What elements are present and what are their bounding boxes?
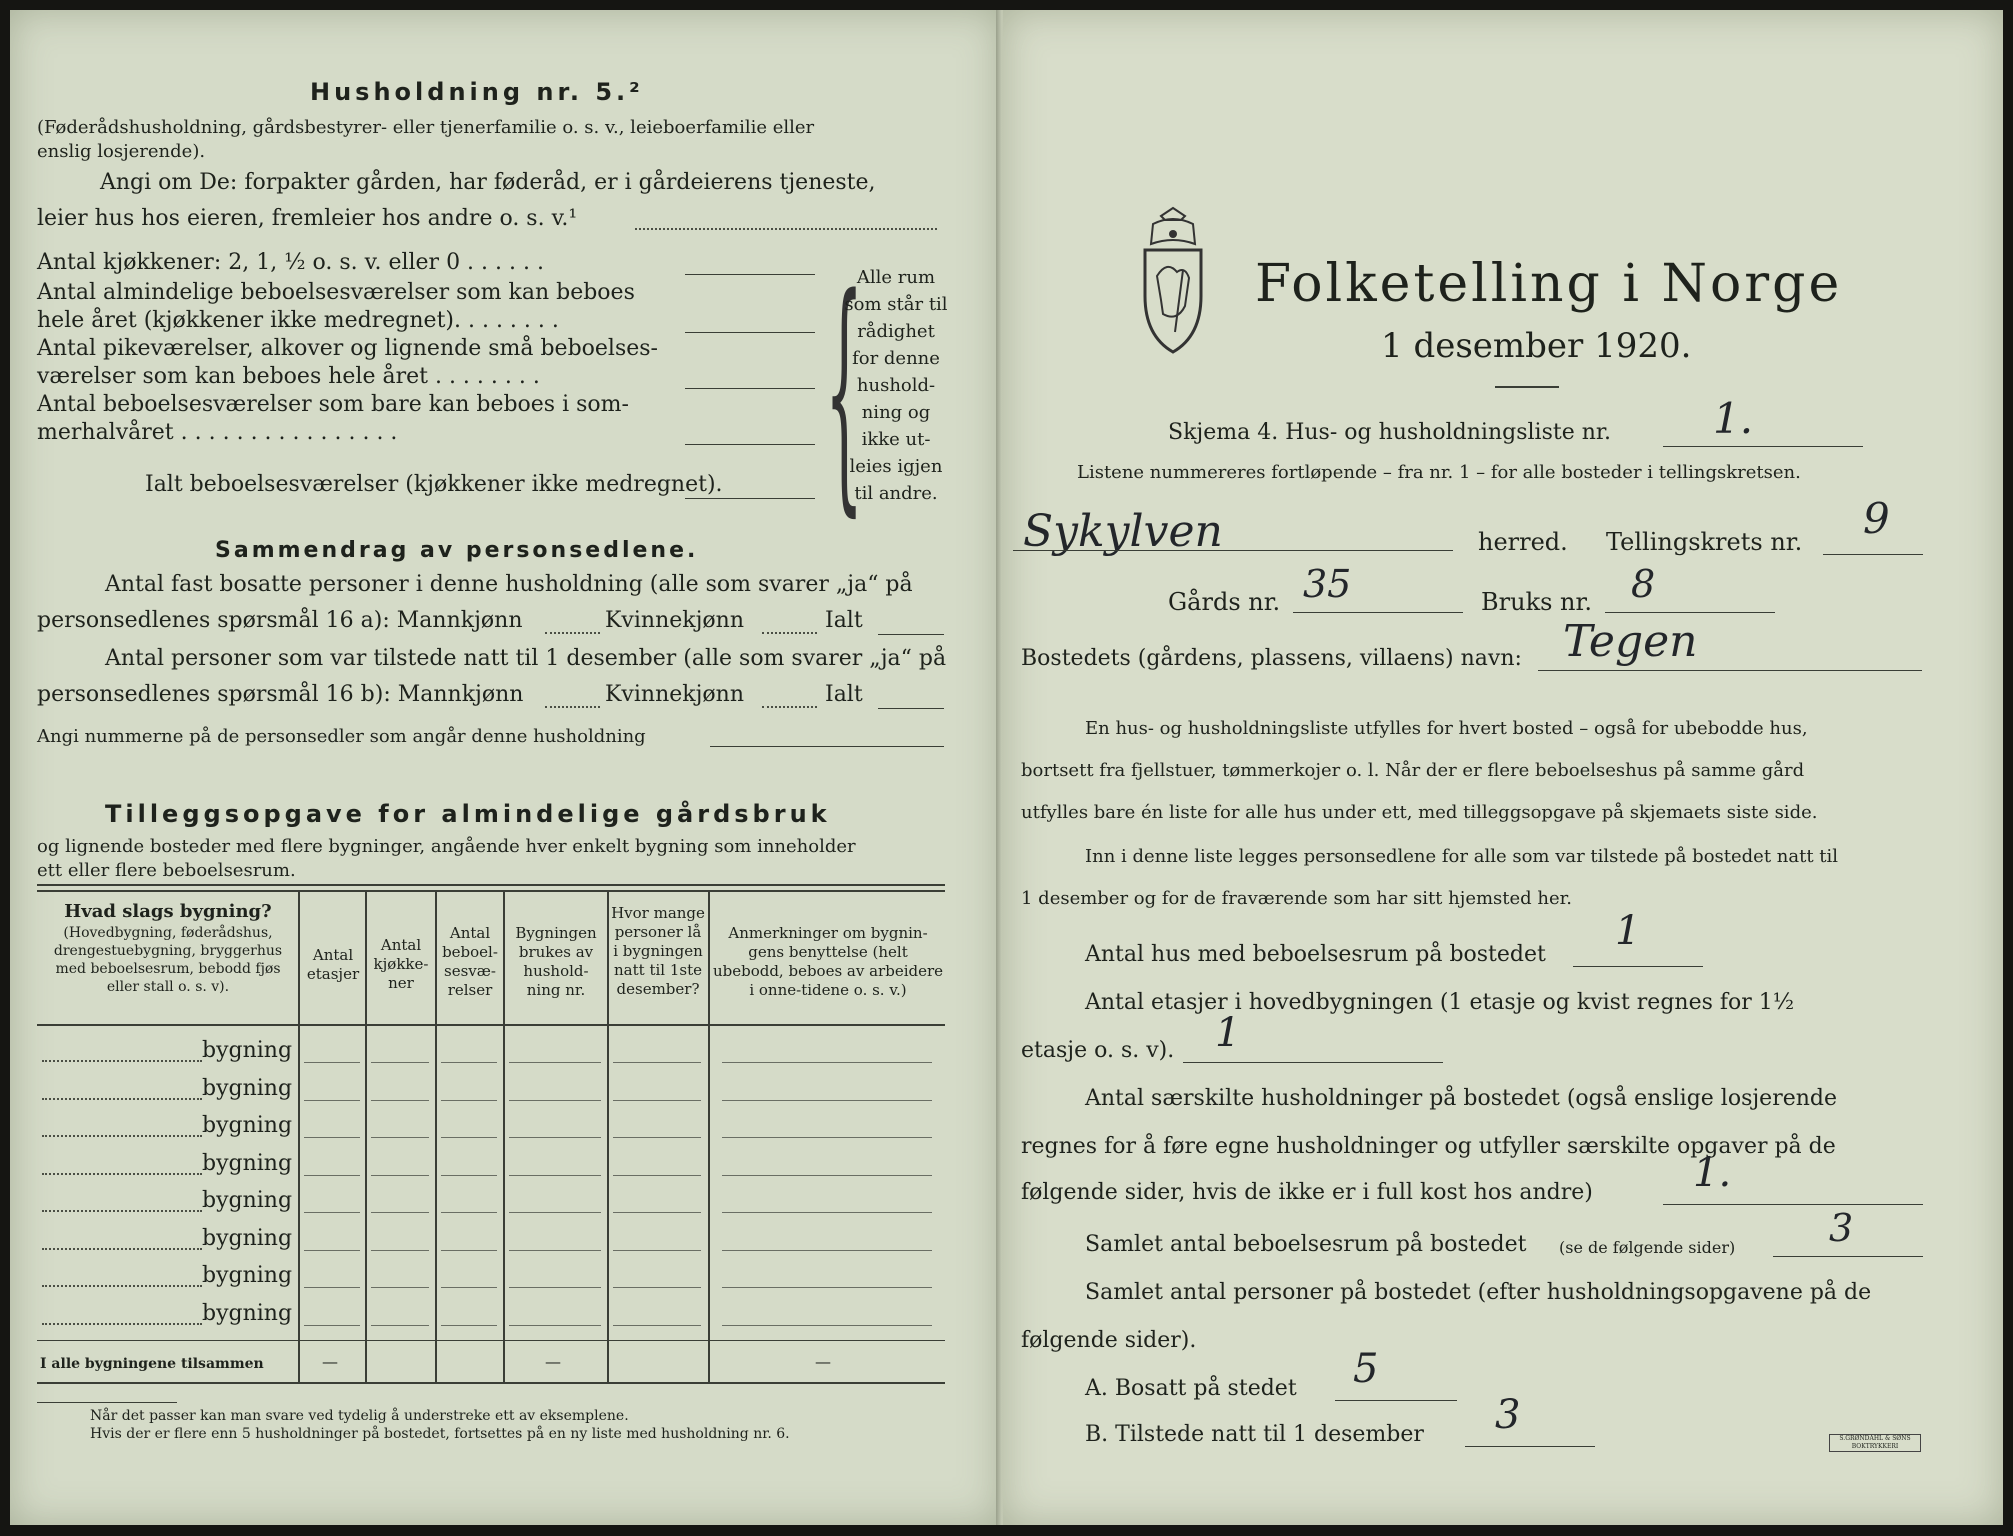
alm-line-1: Antal almindelige beboelsesværelser som kan beboes <box>37 280 635 305</box>
footnote-2: Hvis der er flere enn 5 husholdninger på bostedet, fortsettes på en ny liste med husholdning nr. 6. <box>90 1426 790 1442</box>
alm-line-2: hele året (kjøkkener ikke medregnet). . . . . . . . <box>37 308 559 333</box>
supplement-title: Tilleggsopgave for almindelige gårdsbruk <box>105 800 831 828</box>
ialt-label: Ialt beboelsesværelser (kjøkkener ikke medregnet). <box>145 472 723 497</box>
row-cell <box>371 1325 429 1326</box>
row-cell <box>509 1212 601 1213</box>
row-cell <box>722 1175 932 1176</box>
row-cell <box>509 1250 601 1251</box>
gards-value: 35 <box>1303 562 1352 606</box>
q-tilstede-label: B. Tilstede natt til 1 desember <box>1085 1422 1424 1447</box>
row-cell <box>371 1175 429 1176</box>
row-cell <box>509 1137 601 1138</box>
kjokkener-label: Antal kjøkkener: 2, 1, ½ o. s. v. eller 0 . . . . . . <box>37 250 544 275</box>
row-cell <box>304 1062 360 1063</box>
row-cell <box>722 1250 932 1251</box>
row-label: bygning <box>202 1113 293 1138</box>
gards-fill <box>1293 612 1463 613</box>
bruks-value: 8 <box>1631 562 1656 606</box>
row-cell <box>441 1287 497 1288</box>
mann-fill <box>545 632 600 634</box>
kvinne-fill <box>762 632 817 634</box>
row-cell <box>304 1287 360 1288</box>
row-cell <box>722 1137 932 1138</box>
row-cell <box>613 1250 701 1251</box>
col-header-type-desc: (Hovedbygning, føderådshus, drengestuebygning, bryggerhus med beboelsesrum, bebodd fjøs eller stall o. s. v). <box>53 925 283 995</box>
printer-stamp: S.GRØNDAHL & SØNS BOKTRYKKERI <box>1829 1434 1921 1452</box>
side-note-line: hushold- <box>856 375 936 396</box>
skjema-value: 1. <box>1713 394 1754 443</box>
col-header-etasjer: Antal etasjer <box>306 946 360 983</box>
summary-line-3: Antal personer som var tilstede natt til 1 desember (alle som svarer „ja“ på <box>105 646 947 671</box>
row-label: bygning <box>202 1075 293 1101</box>
q-etasjer-fill <box>1183 1062 1443 1063</box>
row-label: bygning <box>202 1263 293 1288</box>
row-cell <box>371 1212 429 1213</box>
row-cell <box>613 1287 701 1288</box>
row-cell <box>441 1062 497 1063</box>
instr-line-5: 1 desember og for de fraværende som har sitt hjemsted her. <box>1021 888 1572 909</box>
row-cell <box>304 1175 360 1176</box>
q-personer-line-2: følgende sider). <box>1021 1328 1197 1353</box>
q-bosatt-label: A. Bosatt på stedet <box>1085 1376 1297 1401</box>
row-cell <box>441 1212 497 1213</box>
instr-line-4: Inn i denne liste legges personsedlene for alle som var tilstede på bostedet natt til <box>1085 846 1839 867</box>
summary-line-1: Antal fast bosatte personer i denne husholdning (alle som svarer „ja“ på <box>105 572 913 597</box>
col-header-kjokkener: Antal kjøkke-ner <box>373 936 429 992</box>
summary-line-4c: Ialt <box>825 682 863 707</box>
row-cell <box>722 1325 932 1326</box>
herred-fill <box>1013 550 1453 551</box>
row-label: bygning <box>202 1038 293 1063</box>
angi-line-1: Angi om De: forpakter gården, har føderåd, er i gårdeierens tjeneste, <box>100 170 876 195</box>
q-etasjer-line-2: etasje o. s. v). <box>1021 1038 1175 1063</box>
row-cell <box>509 1175 601 1176</box>
side-note <box>838 264 954 507</box>
summary-line-4a: personsedlenes spørsmål 16 b): Mannkjønn <box>37 682 524 707</box>
skjema-fill <box>1663 446 1863 447</box>
row-cell <box>722 1100 932 1101</box>
q-hus-fill <box>1573 966 1703 967</box>
row-cell <box>722 1287 932 1288</box>
row-cell <box>722 1212 932 1213</box>
ialt-fill-2 <box>878 708 944 709</box>
bosted-value: Tegen <box>1563 616 1698 667</box>
row-cell <box>371 1250 429 1251</box>
intro-line-1: (Føderådshusholdning, gårdsbestyrer- eller tjenerfamilie o. s. v., leieboerfamilie eller <box>37 117 815 138</box>
q-etasjer-value: 1 <box>1215 1010 1241 1056</box>
row-cell <box>371 1287 429 1288</box>
col-header-type-title: Hvad slags bygning? <box>64 901 272 922</box>
row-label: bygning <box>202 1150 293 1176</box>
instr-line-3: utfylles bare én liste for alle hus under ett, med tilleggsopgave på skjemaets siste side. <box>1021 802 1818 823</box>
ialt-fill-1 <box>878 634 944 635</box>
pike-line-2: værelser som kan beboes hele året . . . . . . . . <box>37 364 540 389</box>
pike-fill <box>685 388 815 389</box>
summary-line-2b: Kvinnekjønn <box>605 608 744 633</box>
row-cell <box>304 1137 360 1138</box>
q-husholdninger-line-1: Antal særskilte husholdninger på bostedet (også enslige losjerende <box>1085 1086 1838 1111</box>
q-tilstede-value: 3 <box>1495 1392 1521 1438</box>
supplement-line-2: ett eller flere beboelsesrum. <box>37 860 296 881</box>
row-cell <box>304 1212 360 1213</box>
row-cell <box>613 1137 701 1138</box>
row-cell <box>509 1062 601 1063</box>
supplement-line-1: og lignende bosteder med flere bygninger, angående hver enkelt bygning som inneholder <box>37 836 856 857</box>
sommer-line-2: merhalvåret . . . . . . . . . . . . . . . . <box>37 420 398 445</box>
summary-title: Sammendrag av personsedlene. <box>215 538 699 563</box>
row-label: bygning <box>202 1225 293 1251</box>
bruks-fill <box>1605 612 1775 613</box>
krets-label: Tellingskrets nr. <box>1606 528 1803 556</box>
bruks-label: Bruks nr. <box>1481 588 1592 616</box>
ialt-fill <box>685 498 815 499</box>
household-title: Husholdning nr. 5.² <box>310 78 644 106</box>
summary-line-4b: Kvinnekjønn <box>605 682 744 707</box>
col-header-husholdning: Bygningen brukes av hushold-ning nr. <box>515 924 597 999</box>
row-cell <box>613 1212 701 1213</box>
row-cell <box>613 1100 701 1101</box>
summary-line-2c: Ialt <box>825 608 863 633</box>
row-cell <box>613 1175 701 1176</box>
row-label: bygning <box>202 1188 293 1213</box>
coat-of-arms-icon <box>1133 206 1213 356</box>
row-cell <box>441 1100 497 1101</box>
side-note-line: som står til <box>844 294 948 315</box>
col-header-personer: Hvor mange personer lå i bygningen natt til 1ste desember? <box>611 904 705 998</box>
alm-fill <box>685 332 815 333</box>
listene-note: Listene nummereres fortløpende – fra nr. 1 – for alle bosteder i tellingskretsen. <box>1077 462 1801 483</box>
angi-fill-line <box>635 228 937 230</box>
side-note-line: ning og <box>861 402 931 423</box>
row-cell <box>441 1250 497 1251</box>
row-cell <box>441 1175 497 1176</box>
side-note-line: Alle rum <box>856 267 936 288</box>
row-cell <box>371 1062 429 1063</box>
gards-label: Gårds nr. <box>1168 588 1281 616</box>
pike-line-1: Antal pikeværelser, alkover og lignende små beboelses- <box>37 336 658 361</box>
angi-line-2: leier hus hos eieren, fremleier hos andre o. s. v.¹ <box>37 206 578 231</box>
q-beboelsesrum-note: (se de følgende sider) <box>1559 1238 1736 1257</box>
herred-label: herred. <box>1478 528 1568 556</box>
side-note-line: til andre. <box>854 483 938 504</box>
q-husholdninger-value: 1. <box>1693 1150 1732 1196</box>
q-hus-value: 1 <box>1615 908 1641 954</box>
instr-line-2: bortsett fra fjellstuer, tømmerkojer o. l. Når der er flere beboelseshus på samme gård <box>1021 760 1805 781</box>
row-cell <box>613 1062 701 1063</box>
summary-line-2a: personsedlenes spørsmål 16 a): Mannkjønn <box>37 608 523 633</box>
side-note-line: rådighet <box>857 321 935 342</box>
bosted-fill <box>1538 670 1922 671</box>
q-beboelsesrum-fill <box>1773 1256 1923 1257</box>
q-personer-line-1: Samlet antal personer på bostedet (efter husholdningsopgavene på de <box>1085 1280 1872 1305</box>
row-cell <box>441 1137 497 1138</box>
q-bosatt-fill <box>1335 1400 1457 1401</box>
nummerne-fill <box>710 746 944 747</box>
brace: { <box>825 247 864 541</box>
row-cell <box>509 1287 601 1288</box>
q-tilstede-fill <box>1465 1446 1595 1447</box>
row-cell <box>509 1325 601 1326</box>
summary-line-5: Angi nummerne på de personsedler som angår denne husholdning <box>37 726 646 747</box>
kjokkener-fill <box>685 274 815 275</box>
sommer-line-1: Antal beboelsesværelser som bare kan beboes i som- <box>37 392 629 417</box>
krets-fill <box>1823 554 1923 555</box>
row-cell <box>304 1325 360 1326</box>
col-header-anmerkninger: Anmerkninger om bygnin-gens benyttelse (helt ubebodd, beboes av arbeidere i onne-tidene o. s. v.) <box>712 924 944 999</box>
footnote-1: Når det passer kan man svare ved tydelig å understreke ett av eksemplene. <box>90 1408 629 1424</box>
bosted-label: Bostedets (gårdens, plassens, villaens) navn: <box>1021 646 1522 671</box>
total-dash: — <box>545 1352 561 1371</box>
q-bosatt-value: 5 <box>1353 1346 1379 1392</box>
intro-line-2: enslig losjerende). <box>37 141 206 162</box>
q-husholdninger-line-3: følgende sider, hvis de ikke er i full kost hos andre) <box>1021 1180 1593 1205</box>
mann-fill-2 <box>545 706 600 708</box>
total-dash: — <box>322 1352 338 1371</box>
row-cell <box>441 1325 497 1326</box>
krets-value: 9 <box>1863 494 1890 543</box>
right-page <box>1003 10 2003 1525</box>
skjema-label: Skjema 4. Hus- og husholdningsliste nr. <box>1168 420 1611 445</box>
q-beboelsesrum-value: 3 <box>1829 1206 1854 1250</box>
col-header-beboelsesvaerelser: Antal beboel-sesvæ-relser <box>442 924 498 999</box>
side-note-line: leies igjen <box>849 456 943 477</box>
row-cell <box>304 1250 360 1251</box>
side-note-line: ikke ut- <box>861 429 931 450</box>
sommer-fill <box>685 444 815 445</box>
q-etasjer-line-1: Antal etasjer i hovedbygningen (1 etasje og kvist regnes for 1½ <box>1085 990 1795 1015</box>
kvinne-fill-2 <box>762 706 817 708</box>
q-husholdninger-line-2: regnes for å føre egne husholdninger og utfyller særskilte opgaver på de <box>1021 1134 1836 1159</box>
instr-line-1: En hus- og husholdningsliste utfylles for hvert bosted – også for ubebodde hus, <box>1085 718 1808 739</box>
census-title: Folketelling i Norge <box>1255 254 1843 314</box>
total-dash: — <box>815 1352 831 1371</box>
census-date: 1 desember 1920. <box>1381 326 1692 366</box>
side-note-line: for denne <box>852 348 940 369</box>
row-label: bygning <box>202 1300 293 1326</box>
herred-value: Sykylven <box>1023 506 1223 557</box>
row-cell <box>509 1100 601 1101</box>
total-label: I alle bygningene tilsammen <box>40 1356 264 1372</box>
row-cell <box>722 1062 932 1063</box>
q-husholdninger-fill <box>1663 1204 1923 1205</box>
row-cell <box>613 1325 701 1326</box>
row-cell <box>371 1137 429 1138</box>
q-beboelsesrum-label: Samlet antal beboelsesrum på bostedet <box>1085 1232 1527 1257</box>
row-cell <box>304 1100 360 1101</box>
q-hus-label: Antal hus med beboelsesrum på bostedet <box>1085 942 1546 967</box>
left-page <box>10 10 1000 1525</box>
row-cell <box>371 1100 429 1101</box>
